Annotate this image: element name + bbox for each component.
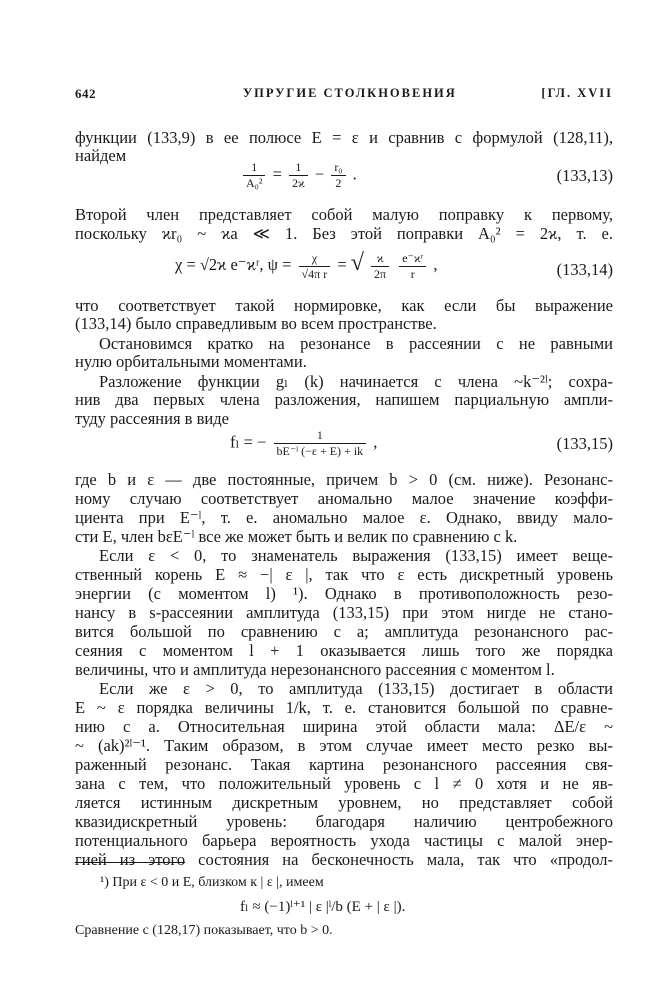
footnote-line: ¹) При ε < 0 и E, близком к | ε |, имеем (100, 875, 324, 890)
text-line: нулю орбитальными моментами. (75, 352, 307, 371)
text-line: Разложение функции gₗ (k) начинается с члена ~k⁻²ˡ; сохра- (99, 372, 613, 391)
text-line: E ~ ε порядка величины 1/k, т. е. становится большой по сравне- (75, 698, 613, 717)
text-line: Если ε < 0, то знаменатель выражения (133,15) имеет веще- (99, 546, 613, 565)
text-line: зана с тем, что положительный уровень с l ≠ 0 хотя и не яв- (75, 774, 613, 793)
text-line: поскольку ϰr₀ ~ ϰa ≪ 1. Без этой поправки A₀² = 2ϰ, т. е. (75, 224, 613, 243)
text-line: квазидискретный уровень: благодаря наличию центробежного (75, 812, 613, 831)
equation-number: (133,13) (556, 166, 613, 185)
page-number: 642 (75, 86, 96, 101)
running-title: УПРУГИЕ СТОЛКНОВЕНИЯ (243, 86, 457, 100)
text-line: вится большой по сравнению с a; амплитуда резонансного рас- (75, 622, 613, 641)
text-line: потенциального барьера вероятность ухода частицы с малой энер- (75, 831, 613, 850)
equation-number: (133,14) (556, 260, 613, 279)
text-line: ~ (ak)²ˡ⁻¹. Таким образом, в этом случае имеет место резко вы- (75, 736, 613, 755)
text-line: Если же ε > 0, то амплитуда (133,15) достигает в области (99, 679, 613, 698)
text-line: ляется истинным дискретным уровнем, но представляет собой (75, 793, 613, 812)
text-line: циента при E⁻ˡ, т. е. аномально малое ε. Однако, ввиду мало- (75, 508, 613, 527)
text-line: туду рассеяния в виде (75, 409, 229, 428)
text-line: раженный резонанс. Такая картина резонансного рассеяния свя- (75, 755, 613, 774)
text-line: (133,14) было справедливым во всем пространстве. (75, 314, 437, 333)
text-line: энергии (с моментом l) ¹). Однако в противоположность резо- (75, 584, 613, 603)
equation-number: (133,15) (556, 434, 613, 453)
text-line: нив два первых члена разложения, напишем парциальную ампли- (75, 390, 613, 409)
running-header (75, 86, 613, 106)
text-line: функции (133,9) в ее полюсе E = ε и сравнив с формулой (128,11), (75, 128, 613, 147)
text-line: ному случаю соответствует аномально малое значение коэффи- (75, 489, 613, 508)
text-line: нансу в s-рассеянии амплитуда (133,15) при этом нигде не стано- (75, 603, 613, 622)
text-line: величины, что и амплитуда нерезонансного рассеяния с моментом l. (75, 660, 555, 679)
text-line: сеяния с моментом l + 1 оказывается лишь того же порядка (75, 641, 613, 660)
text-line: найдем (75, 146, 127, 165)
equation-133-14: χ = √2ϰ e⁻ϰʳ, ψ = $\frac{\chi}{\text{√4π r}}$ = √ $\frac{ϰ}{2\pi}$ $\frac{\text{e⁻ϰʳ}}{r}$ , (133,14) (175, 250, 613, 281)
footnote-formula: fₗ ≈ (−1)ˡ⁺¹ | ε |ˡ/b (E + | ε |). (240, 899, 406, 915)
equation-133-13: $\frac{1}{\text{A₀²}}$ = $\frac{1}{2ϰ}$ − $\frac{\text{r₀}}{2}$ . (133,13) (75, 160, 613, 200)
text-line: Остановимся кратко на резонансе в рассеянии с не равными (99, 334, 613, 353)
text-line: Второй член представляет собой малую поправку к первому, (75, 205, 613, 224)
equation-133-15: fₗ = − $\frac{1}{\text{bE⁻ˡ (−ε + E) + ik}}$ , (133,15) (230, 428, 613, 458)
chapter-label: [ГЛ. XVII (541, 86, 613, 100)
text-line: сти E, член bεE⁻ˡ все же может быть и велик по сравнению с k. (75, 527, 518, 546)
text-line: что соответствует такой нормировке, как если бы выражение (75, 296, 613, 315)
text-line: нию с a. Относительная ширина этой области мала: ΔE/ε ~ (75, 717, 613, 736)
text-line: ственный корень E ≈ −| ε |, так что ε есть дискретный уровень (75, 565, 613, 584)
footnote-line: Сравнение с (128,17) показывает, что b > 0. (75, 923, 333, 938)
text-line: где b и ε — две постоянные, причем b > 0 (см. ниже). Резонанс- (75, 470, 613, 489)
text-line: гией из этого состояния на бесконечность мала, так что «продол- (75, 850, 613, 869)
